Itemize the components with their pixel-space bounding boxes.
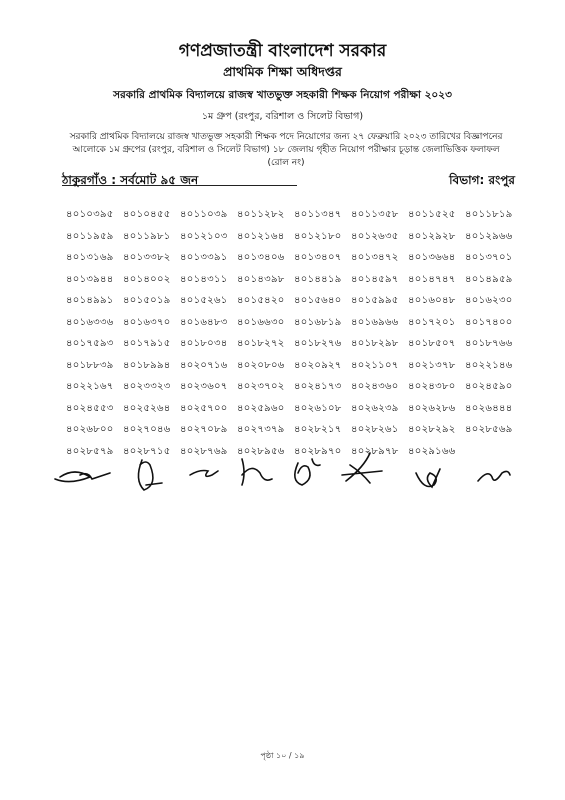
roll-number: ৪০১১৮১৯: [465, 209, 513, 221]
government-title: গণপ্রজাতন্ত্রী বাংলাদেশ সরকার: [178, 41, 387, 61]
roll-number: ৪০১১৩৫৮: [351, 209, 399, 221]
roll-number: ৪০১৩১৬৯: [66, 252, 114, 264]
signature-2: [138, 460, 162, 490]
roll-number: ৪০২৮৫৭৯: [66, 445, 114, 457]
roll-number: ৪০১১২৮২: [237, 209, 285, 221]
roll-number: ৪০১৫০১৯: [123, 295, 171, 307]
roll-number: ৪০২০৮০৬: [237, 359, 285, 371]
roll-number: ৪০২৮৭৬৯: [180, 445, 228, 457]
roll-number: ৪০১৬৮১৯: [294, 316, 342, 328]
roll-number: ৪০১৭৯১৫: [123, 338, 171, 350]
roll-number: ৪০২৩৩২৩: [123, 381, 171, 393]
signature-1: [55, 472, 110, 482]
heading-underline: [62, 185, 297, 186]
roll-number: ৪০১৮৭৬৬: [465, 338, 513, 350]
roll-number: ৪০২৮৯৫৬: [237, 445, 285, 457]
department-title: প্রাথমিক শিক্ষা অধিদপ্তর: [223, 64, 342, 79]
roll-number: ৪০১৪৫৯৭: [351, 273, 399, 285]
roll-row: [66, 291, 536, 313]
roll-number: ৪০২৫৭০০: [180, 402, 228, 414]
roll-number: ৪০২৮৫৬৯: [465, 424, 513, 436]
roll-number: ৪০১৮৫০৭: [408, 338, 456, 350]
signature-8: [478, 471, 510, 481]
roll-number: ৪০১৬৪৮৩: [180, 316, 228, 328]
roll-number: ৪০১৮৯৯৪: [123, 359, 171, 371]
roll-number: ৪০১৪৩১১: [180, 273, 228, 285]
roll-number: ৪০১১৯৫৯: [66, 230, 114, 242]
roll-number: ৪০১৩৯৪৪: [66, 273, 114, 285]
roll-row: [66, 399, 536, 421]
roll-number: ৪০১৫২৬১: [180, 295, 228, 307]
roll-number: ৪০১৮২৭২: [237, 338, 285, 350]
roll-number: ৪০২৮২৬১: [351, 424, 399, 436]
roll-number: ৪০১৮০৩৪: [180, 338, 228, 350]
roll-number: ৪০১৬২৩০: [465, 295, 513, 307]
roll-number: ৪০২৬৪৪৪: [465, 402, 513, 414]
roll-number: ৪০১৪৪১৯: [294, 273, 342, 285]
roll-number: ৪০১০৩৯৫: [66, 209, 114, 221]
result-notice: সরকারি প্রাথমিক বিদ্যালয়ে রাজস্ব খাতভুক্ত সহকারী শিক্ষক পদে নিয়োগের জন্য ২৭ ফেব্রুয়ারি ২০২৩ তারিখের বিজ্ঞাপনের আলোকে ১ম গ্রুপের (রংপুর, বরিশাল ও সিলেট বিভাগ) ১৮ জেলায় গৃহীত নিয়োগ পরীক্ষার চূড়ান্ত জেলাভিত্তিক ফলাফল (রোল নং): [69, 132, 503, 168]
roll-number: ৪০১৮২৯৮: [351, 338, 399, 350]
signatures: [50, 445, 530, 505]
roll-number: ৪০১৬৩৭০: [123, 316, 171, 328]
roll-number: ৪০২৮২৯২: [408, 424, 456, 436]
roll-row: [66, 313, 536, 335]
roll-number: ৪০১৩৩৮২: [123, 252, 171, 264]
roll-number: ৪০১২৯২৮: [408, 230, 456, 242]
roll-number: ৪০১৪৯৯১: [66, 295, 114, 307]
roll-number: ৪০১২১৮০: [294, 230, 342, 242]
roll-number: ৪০১৮২৭৬: [294, 338, 342, 350]
signature-4: [242, 459, 272, 485]
roll-number: ৪০২৬২৩৯: [351, 402, 399, 414]
roll-number: ৪০১০৪৫৫: [123, 209, 171, 221]
roll-number: ৪০১৭২০১: [408, 316, 456, 328]
roll-number: ৪০২১১০৭: [351, 359, 399, 371]
roll-number: ৪০১৩৬৬৪: [408, 252, 456, 264]
roll-number: ৪০১২১০৩: [180, 230, 228, 242]
roll-number: ৪০১৬০৪৮: [408, 295, 456, 307]
roll-row: [66, 377, 536, 399]
roll-number: ৪০১৬৩৩৬: [66, 316, 114, 328]
roll-number: ৪০২৮৭১৫: [123, 445, 171, 457]
roll-number: ৪০২৪৫৯০: [465, 381, 513, 393]
roll-number: ৪০১৭৫৯৩: [66, 338, 114, 350]
roll-number: ৪০১৮৮৩৯: [66, 359, 114, 371]
roll-number: ৪০২০৭১৬: [180, 359, 228, 371]
roll-number: ৪০১১০৩৯: [180, 209, 228, 221]
roll-number: ৪০১৪৩৯৮: [237, 273, 285, 285]
roll-number: ৪০১১৩৪৭: [294, 209, 342, 221]
roll-number: ৪০২৭০৮৯: [180, 424, 228, 436]
group-title: ১ম গ্রুপ (রংপুর, বরিশাল ও সিলেট বিভাগ): [201, 111, 364, 122]
roll-number: ৪০২৪৩৮০: [408, 381, 456, 393]
roll-row: [66, 420, 536, 442]
division-heading: বিভাগ: রংপুর: [449, 173, 515, 187]
roll-number: ৪০২৮৯৭৮: [351, 445, 399, 457]
roll-row: [66, 270, 536, 292]
roll-number: ৪০১৫৯৯৫: [351, 295, 399, 307]
signature-5: [295, 459, 320, 485]
roll-row: [66, 356, 536, 378]
roll-row: [66, 227, 536, 249]
roll-number: ৪০১৪৭৪৭: [408, 273, 456, 285]
exam-title: সরকারি প্রাথমিক বিদ্যালয়ে রাজস্ব খাতভুক্ত সহকারী শিক্ষক নিয়োগ পরীক্ষা ২০২৩: [113, 89, 452, 101]
roll-number: ৪০১৬৯৬৬: [351, 316, 399, 328]
roll-number: ৪০২৮২১৭: [294, 424, 342, 436]
roll-number: ৪০২৭০৪৬: [123, 424, 171, 436]
roll-number: ৪০১৩৪০৭: [294, 252, 342, 264]
roll-number: ৪০১২৯৬৬: [465, 230, 513, 242]
roll-number: ৪০১২১৬৪: [237, 230, 285, 242]
roll-number: ৪০২৯১৬৬: [408, 445, 456, 457]
roll-number: ৪০২৮৯৭০: [294, 445, 342, 457]
roll-number: ৪০২৬২৮৬: [408, 402, 456, 414]
roll-row: [66, 205, 536, 227]
roll-row: [66, 334, 536, 356]
roll-number: ৪০১৩৭০১: [465, 252, 513, 264]
signature-7: [416, 469, 440, 487]
roll-row: [66, 248, 536, 270]
roll-number: ৪০২৩৭০২: [237, 381, 285, 393]
roll-number: ৪০১৪৯৫৯: [465, 273, 513, 285]
roll-number: ৪০১৭৪০০: [465, 316, 513, 328]
roll-number: ৪০২৭৩৭৯: [237, 424, 285, 436]
roll-number: ৪০১২৬৩৫: [351, 230, 399, 242]
roll-number: ৪০২২১৬৭: [66, 381, 114, 393]
roll-number: ৪০১৩৪৭২: [351, 252, 399, 264]
page-number: পৃষ্ঠা ১০ / ১৯: [260, 751, 305, 760]
roll-number: ৪০২৪৫৫৩: [66, 402, 114, 414]
roll-number: ৪০১৩৪০৬: [237, 252, 285, 264]
roll-number: ৪০১৬৬৩০: [237, 316, 285, 328]
roll-number: ৪০২৫৯৬০: [237, 402, 285, 414]
district-heading: ঠাকুরগাঁও : সর্বমোট ৯৫ জন: [62, 173, 199, 187]
roll-number-grid: [66, 205, 536, 463]
roll-number: ৪০১৩৩৯১: [180, 252, 228, 264]
roll-number: ৪০১৪০০২: [123, 273, 171, 285]
roll-number: ৪০১১৫২৫: [408, 209, 456, 221]
signature-6: [342, 453, 382, 483]
roll-number: ৪০২০৯২৭: [294, 359, 342, 371]
roll-number: ৪০১৫৪২০: [237, 295, 285, 307]
roll-number: ৪০১১৯৮১: [123, 230, 171, 242]
signature-3: [190, 471, 218, 477]
roll-number: ৪০২৫২৬৪: [123, 402, 171, 414]
roll-number: ৪০২৪৩৬০: [351, 381, 399, 393]
roll-number: ৪০১৫৬৪০: [294, 295, 342, 307]
roll-number: ৪০২২১৪৬: [465, 359, 513, 371]
roll-number: ৪০২৬৮০০: [66, 424, 114, 436]
roll-number: ৪০২৩৬০৭: [180, 381, 228, 393]
roll-number: ৪০২১৩৭৮: [408, 359, 456, 371]
roll-number: ৪০২৪১৭৩: [294, 381, 342, 393]
roll-number: ৪০২৬১০৮: [294, 402, 342, 414]
